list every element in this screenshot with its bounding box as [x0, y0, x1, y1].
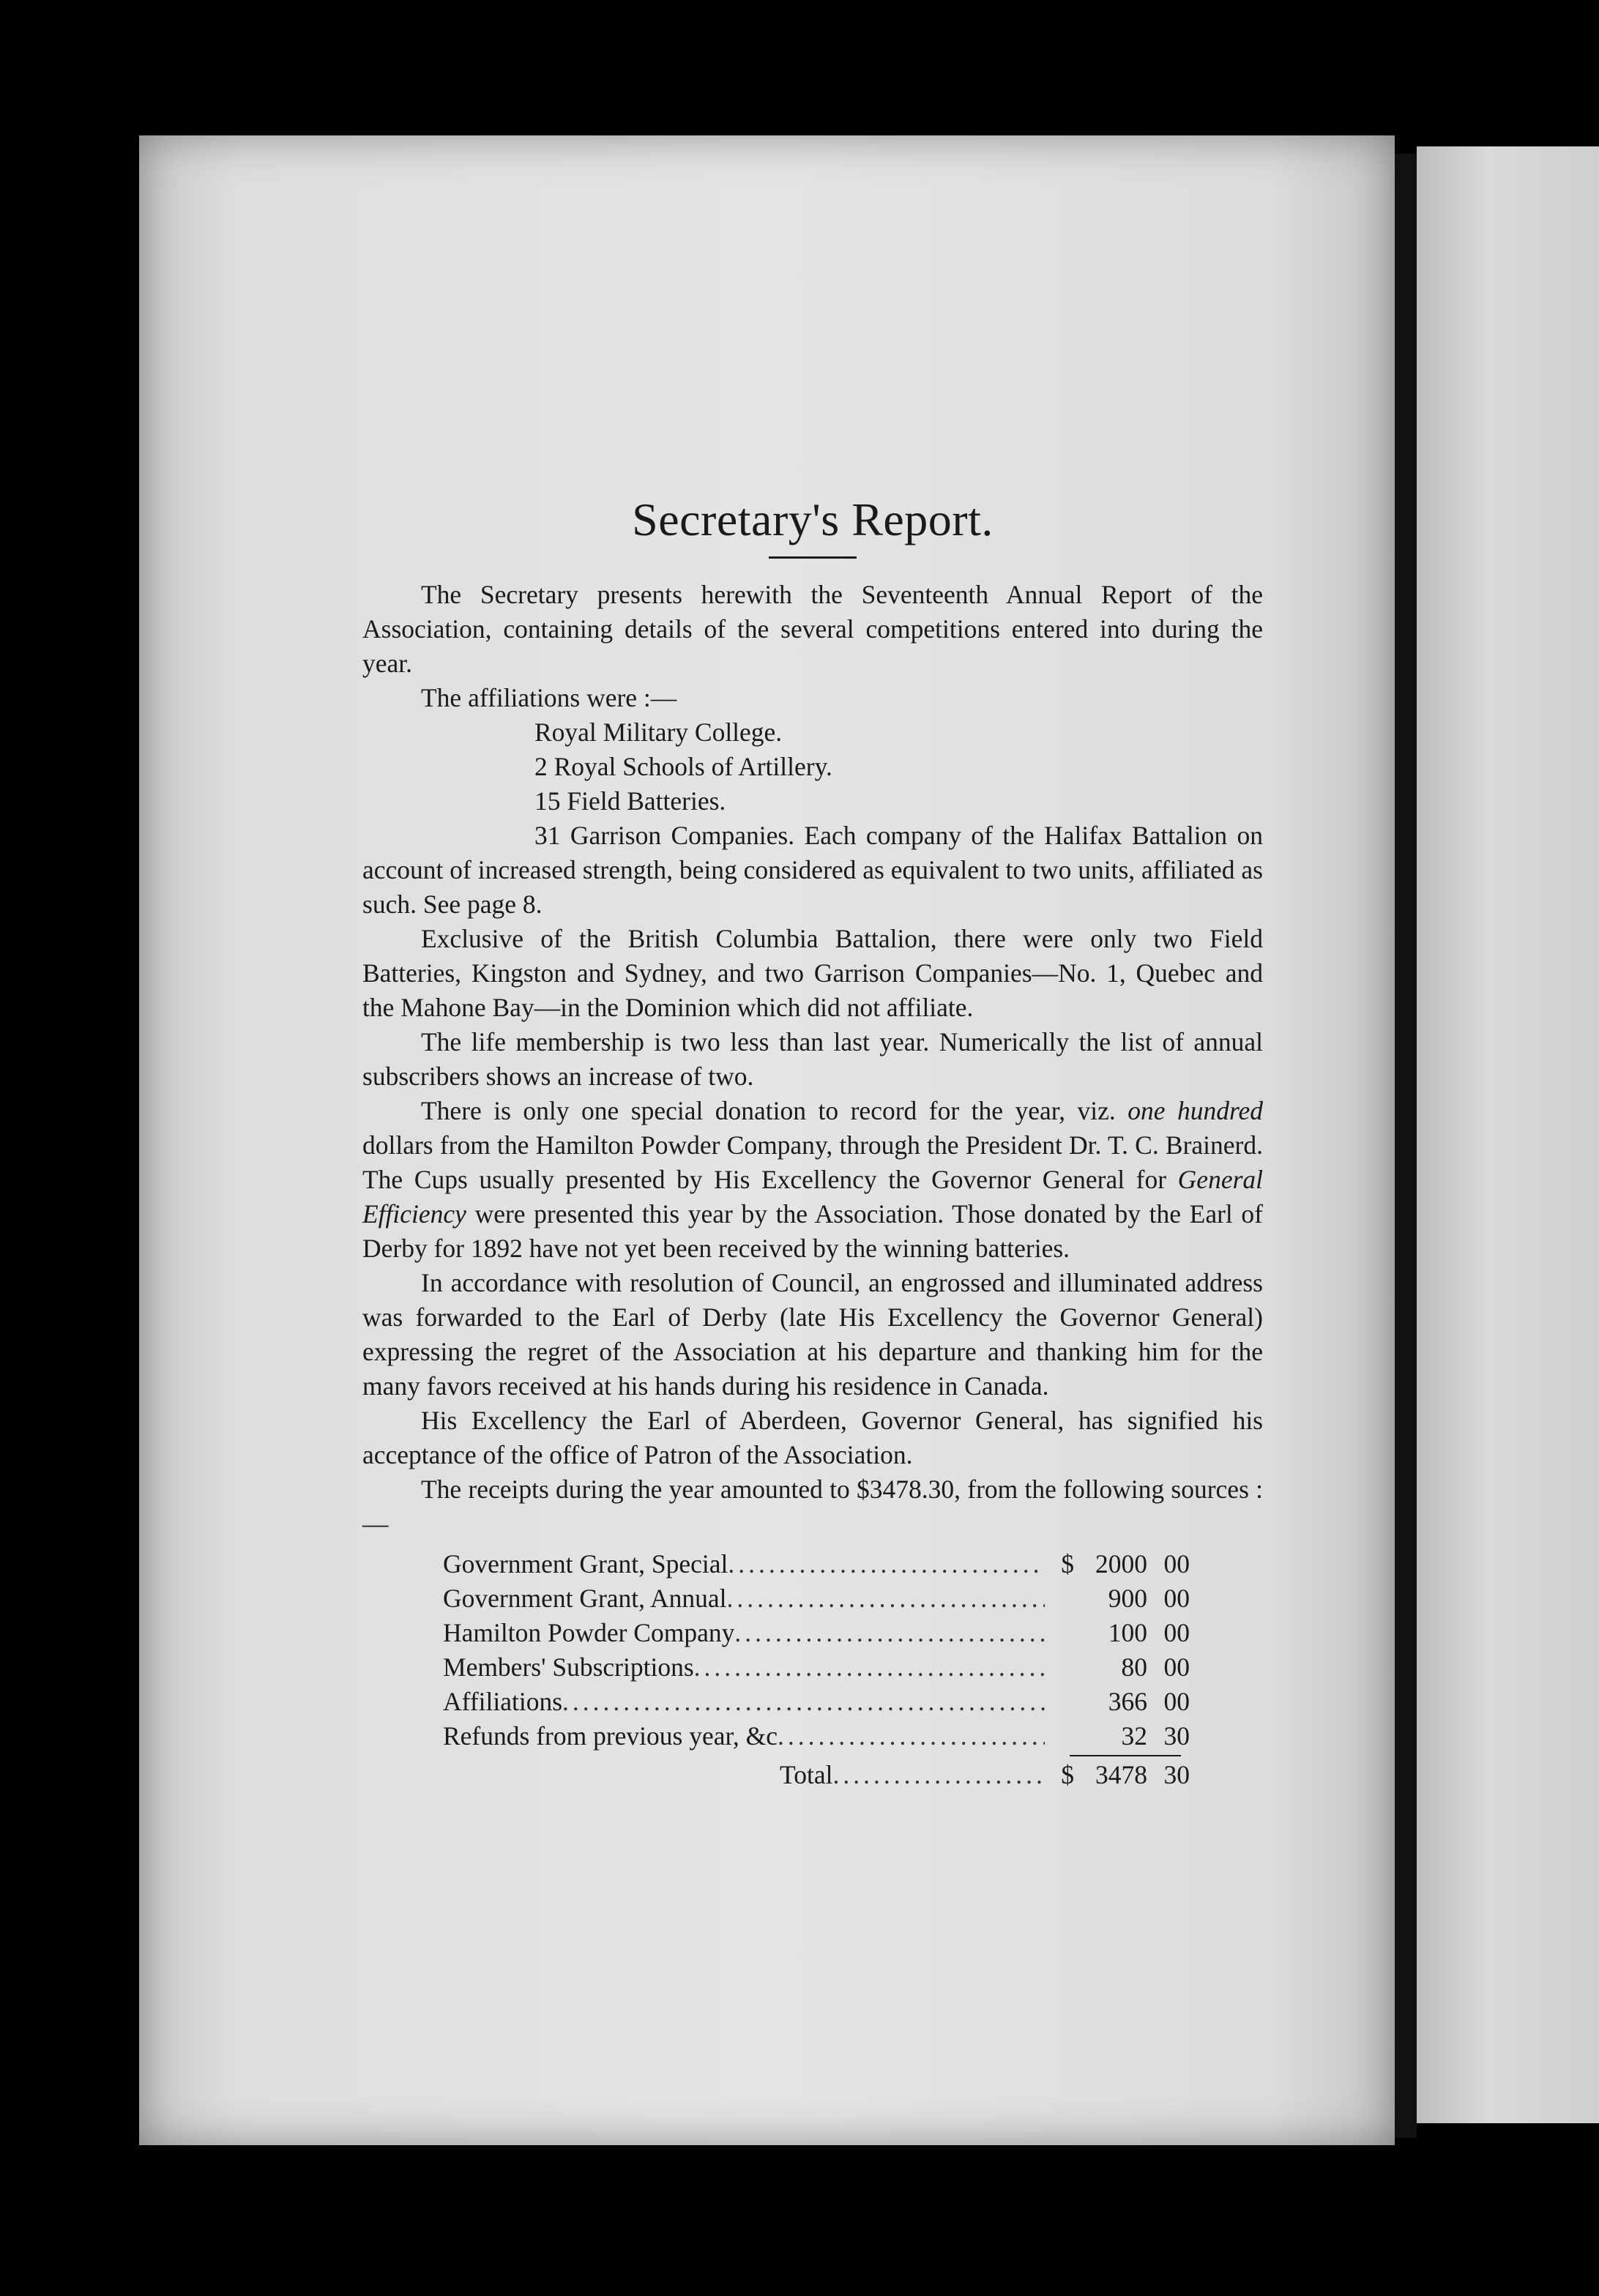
receipt-cents: 00	[1163, 1652, 1190, 1682]
total-row	[443, 1758, 1190, 1792]
receipt-dollar-sign: $	[1061, 1549, 1074, 1578]
affiliation-item: 31 Garrison Companies. Each company of the Halifax Battalion on account of increased strength, being considered as equivalent to two units, affiliated as such. See page 8.	[362, 821, 1263, 919]
book-gutter	[1395, 154, 1417, 2138]
receipt-amount: 900	[1108, 1584, 1147, 1613]
receipt-cents: 00	[1163, 1584, 1190, 1613]
receipt-cents: 00	[1163, 1618, 1190, 1647]
total-dollar-sign: $	[1061, 1760, 1074, 1789]
paragraph-exclusions: Exclusive of the British Columbia Battalion, there were only two Field Batteries, Kingston and Sydney, and two Garrison Companies—No. 1, Quebec and the Mahone Bay—in the Dominion which did not affiliate.	[362, 924, 1263, 1022]
receipt-amount: 80	[1121, 1652, 1147, 1682]
receipt-cents: 30	[1163, 1721, 1190, 1751]
receipt-row	[443, 1685, 1190, 1719]
paragraph-membership: The life membership is two less than last year. Numerically the list of annual subscribers shows an increase of two.	[362, 1027, 1263, 1091]
receipt-label: Hamilton Powder Company	[443, 1618, 735, 1647]
receipt-amount: 32	[1121, 1721, 1147, 1751]
receipt-row	[443, 1547, 1190, 1581]
paragraph-patron: His Excellency the Earl of Aberdeen, Governor General, has signified his acceptance of the office of Patron of the Association.	[362, 1406, 1263, 1469]
donation-amount-italic: one hundred	[1128, 1096, 1263, 1125]
leader-dots	[778, 1719, 1045, 1753]
total-label: Total	[780, 1760, 833, 1789]
receipt-cents: 00	[1163, 1687, 1190, 1716]
facing-page	[1417, 146, 1599, 2123]
leader-dots	[728, 1547, 1045, 1581]
receipt-row	[443, 1650, 1190, 1685]
receipt-row	[443, 1616, 1190, 1650]
receipt-label: Government Grant, Special	[443, 1549, 728, 1578]
leader-dots	[832, 1758, 1045, 1792]
receipt-cents: 00	[1163, 1549, 1190, 1578]
paragraph-affiliations-intro: The affiliations were :—	[421, 683, 677, 712]
total-rule	[1070, 1755, 1181, 1756]
report-content	[362, 491, 1263, 1792]
affiliation-item: 2 Royal Schools of Artillery.	[534, 752, 832, 781]
receipt-row	[443, 1581, 1190, 1616]
paragraph-receipts-intro: The receipts during the year amounted to $3478.30, from the following sources :—	[362, 1475, 1263, 1538]
total-amount: 3478	[1095, 1760, 1147, 1789]
receipt-label: Affiliations	[443, 1687, 563, 1716]
receipt-label: Members' Subscriptions	[443, 1652, 694, 1682]
paragraph-intro: The Secretary presents herewith the Seventeenth Annual Report of the Association, containing details of the several competitions entered into during the year.	[362, 580, 1263, 678]
donation-text: were presented this year by the Association. Those donated by the Earl of Derby for 1892 have not yet been received by the winning batteries.	[362, 1199, 1263, 1263]
donation-text: There is only one special donation to record for the year, viz.	[421, 1096, 1116, 1125]
leader-dots	[734, 1616, 1045, 1650]
receipt-amount: 100	[1108, 1618, 1147, 1647]
paragraph-donation	[362, 1094, 1263, 1266]
general-efficiency-italic: General Efficiency	[362, 1165, 1264, 1229]
page-title: Secretary's Report.	[632, 493, 994, 545]
affiliation-item: Royal Military College.	[534, 718, 783, 747]
title-rule	[769, 556, 857, 559]
donation-text: dollars from the Hamilton Powder Company, through the President Dr. T. C. Brainerd. The Cups usually presented by His Excellency the Governor General for	[362, 1130, 1263, 1194]
receipt-amount: 2000	[1095, 1549, 1147, 1578]
leader-dots	[726, 1581, 1045, 1616]
leader-dots	[694, 1650, 1045, 1685]
receipts-table	[443, 1547, 1190, 1792]
paragraph-address: In accordance with resolution of Council, an engrossed and illuminated address was forwarded to the Earl of Derby (late His Excellency the Governor General) expressing the regret of the Association at his departure and thanking him for the many favors received at his hands during his residence in Canada.	[362, 1268, 1263, 1401]
receipt-amount: 366	[1108, 1687, 1147, 1716]
leader-dots	[562, 1685, 1045, 1719]
receipt-row	[443, 1719, 1190, 1753]
receipt-label: Government Grant, Annual	[443, 1584, 727, 1613]
receipt-label: Refunds from previous year, &c	[443, 1721, 778, 1751]
total-cents: 30	[1163, 1760, 1190, 1789]
affiliation-item: 15 Field Batteries.	[534, 786, 726, 816]
